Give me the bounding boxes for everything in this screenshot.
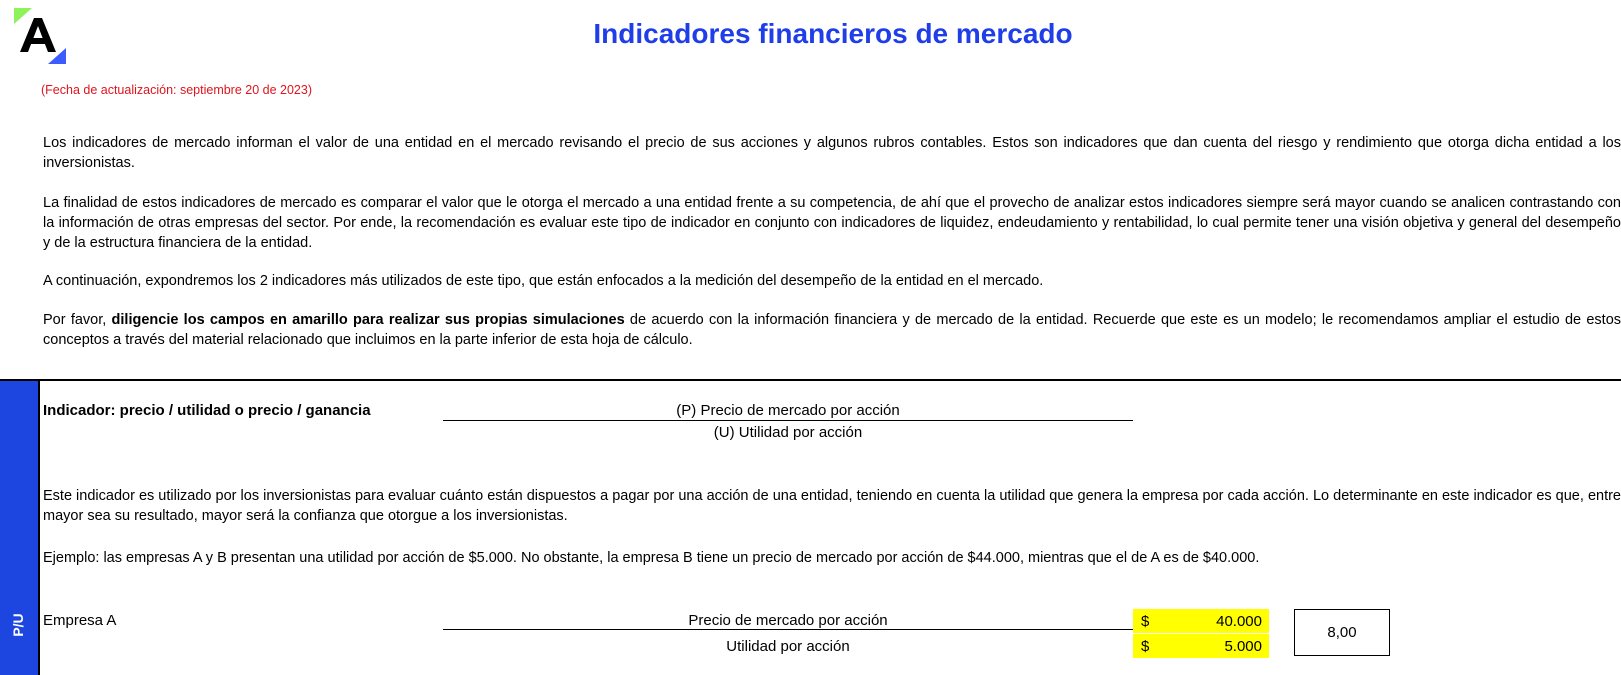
indicator-description: Este indicador es utilizado por los inversionistas para evaluar cuánto están dispuestos a pagar por una acción de una entidad, teniendo en cuenta la utilidad que genera la empresa por cada acción. Lo determinante en este indicador es que, entre mayor sea su resultado, mayor será la confianza que otorgue a los inversionistas. <box>43 488 1621 524</box>
formula-numerator: (P) Precio de mercado por acción <box>676 402 900 419</box>
p4-post: de acuerdo con la información financiera y de mercado de la entidad. Recuerde que este es un modelo; le recomendamos ampliar el estudio de estos conceptos a través del material relacionado que incluimos en la parte inferior de esta hoja de cálculo. <box>43 312 1621 348</box>
empresa-a-result: 8,00 <box>1294 609 1390 656</box>
indicator-example: Ejemplo: las empresas A y B presentan una utilidad por acción de $5.000. No obstante, la empresa B tiene un precio de mercado por acción de $44.000, mientras que el de A es de $40.000. <box>43 550 1260 566</box>
section-divider <box>0 379 1621 381</box>
currency-symbol: $ <box>1141 637 1150 655</box>
intro-paragraph-2: La finalidad de estos indicadores de mercado es comparar el valor que le otorga el mercado a una entidad frente a su competencia, de ahí que el provecho de analizar estos indicadores siempre será mayor cuando se analicen contrastando con la información de otras empresas del sector. Por ende, la recomendación es evaluar este tipo de indicador en conjunto con indicadores de liquidez, endeudamiento y rentabilidad, lo cual permite tener una visión objetiva y general del desempeño y de la estructura financiera de la entidad. <box>43 195 1621 251</box>
utility-value: 5.000 <box>1224 637 1262 655</box>
indicator-title: Indicador: precio / utilidad o precio / ganancia <box>43 402 371 419</box>
p4-bold: diligencie los campos en amarillo para realizar sus propias simulaciones <box>111 312 625 328</box>
empresa-a-price-input[interactable] <box>1133 609 1269 633</box>
empresa-a-denominator-label: Utilidad por acción <box>726 638 850 655</box>
page-title: Indicadores financieros de mercado <box>593 18 1073 49</box>
price-value: 40.000 <box>1216 612 1262 630</box>
empresa-a-numerator-label: Precio de mercado por acción <box>688 612 888 629</box>
empresa-a-label: Empresa A <box>43 612 117 629</box>
intro-paragraph-4 <box>43 310 1621 350</box>
intro-paragraph-3: A continuación, expondremos los 2 indicadores más utilizados de este tipo, que están enfocados a la medición del desempeño de la entidad en el mercado. <box>43 273 1044 289</box>
currency-symbol: $ <box>1141 612 1150 630</box>
p4-pre: Por favor, <box>43 312 112 328</box>
formula-denominator: (U) Utilidad por acción <box>713 424 863 441</box>
update-date: (Fecha de actualización: septiembre 20 de 2023) <box>41 83 312 97</box>
empresa-a-utility-input[interactable] <box>1133 634 1269 658</box>
intro-paragraph-1: Los indicadores de mercado informan el valor de una entidad en el mercado revisando el precio de sus acciones y algunos rubros contables. Estos son indicadores que dan cuenta del riesgo y rendimiento que otorga dicha entidad a los inversionistas. <box>43 135 1621 171</box>
empresa-a-fraction-line <box>443 629 1133 630</box>
formula-fraction-line <box>443 420 1133 421</box>
sidebar-label: P/U <box>10 613 26 637</box>
